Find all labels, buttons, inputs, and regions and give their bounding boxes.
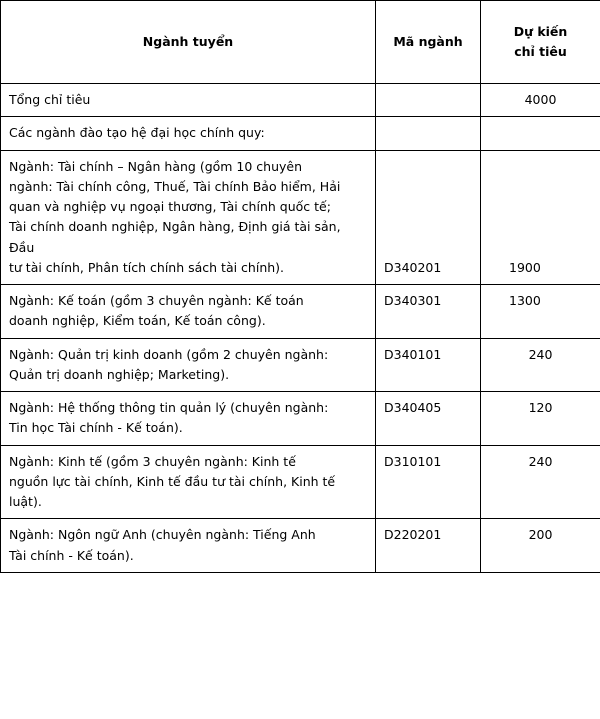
column-header-quota-line2: chỉ tiêu <box>514 44 567 59</box>
cell-quota: 240 <box>481 445 600 519</box>
major-line: quan và nghiệp vụ ngoại thương, Tài chính quốc tế; <box>9 199 331 214</box>
major-line: Ngành: Kinh tế (gồm 3 chuyên ngành: Kinh tế <box>9 453 296 469</box>
cell-major <box>1 285 376 339</box>
column-header-quota-lines <box>487 22 594 63</box>
cell-quota: 120 <box>481 392 600 446</box>
major-line: nguồn lực tài chính, Kinh tế đầu tư tài chính, Kinh tế <box>9 473 336 489</box>
cell-code: D340405 <box>376 392 481 446</box>
cell-major <box>1 338 376 392</box>
table-row <box>1 392 600 446</box>
major-line: Ngành: Ngôn ngữ Anh (chuyên ngành: Tiếng Anh <box>9 527 316 543</box>
column-header-code: Mã ngành <box>376 1 481 84</box>
table-row <box>1 519 600 573</box>
header-row <box>1 1 600 84</box>
column-header-quota <box>481 1 600 84</box>
table-header <box>1 1 600 84</box>
cell-quota: 200 <box>481 519 600 573</box>
cell-quota: 1300 <box>481 285 600 339</box>
cell-major <box>1 392 376 446</box>
cell-code: D340101 <box>376 338 481 392</box>
cell-code <box>376 117 481 150</box>
cell-major <box>1 519 376 573</box>
major-line: Tài chính doanh nghiệp, Ngân hàng, Định giá tài sản, Đầu <box>9 219 341 255</box>
major-line: tư tài chính, Phân tích chính sách tài chính). <box>9 259 285 275</box>
cell-code: D310101 <box>376 445 481 519</box>
cell-code: D340201 <box>376 150 481 285</box>
major-line: Các ngành đào tạo hệ đại học chính quy: <box>9 125 265 141</box>
cell-code: D220201 <box>376 519 481 573</box>
major-line: Tài chính - Kế toán). <box>9 547 134 563</box>
cell-major <box>1 117 376 150</box>
major-line: Quản trị doanh nghiệp; Marketing). <box>9 366 230 382</box>
major-line: Ngành: Tài chính – Ngân hàng (gồm 10 chuyên <box>9 158 303 174</box>
table-row <box>1 445 600 519</box>
table-row <box>1 150 600 285</box>
cell-quota <box>481 117 600 150</box>
cell-code <box>376 84 481 117</box>
major-line: Tổng chỉ tiêu <box>9 92 91 107</box>
major-line: luật). <box>9 494 42 509</box>
cell-quota: 4000 <box>481 84 600 117</box>
major-line: Ngành: Quản trị kinh doanh (gồm 2 chuyên ngành: <box>9 346 329 362</box>
cell-code: D340301 <box>376 285 481 339</box>
table-row <box>1 84 600 117</box>
major-line: Ngành: Hệ thống thông tin quản lý (chuyên ngành: <box>9 400 329 415</box>
cell-quota: 1900 <box>481 150 600 285</box>
cell-quota: 240 <box>481 338 600 392</box>
major-line: doanh nghiệp, Kiểm toán, Kế toán công). <box>9 313 266 329</box>
cell-major <box>1 445 376 519</box>
major-line: Ngành: Kế toán (gồm 3 chuyên ngành: Kế toán <box>9 293 304 308</box>
table-row <box>1 338 600 392</box>
cell-major <box>1 84 376 117</box>
major-line: ngành: Tài chính công, Thuế, Tài chính Bảo hiểm, Hải <box>9 178 341 194</box>
table-body <box>1 84 600 573</box>
major-line: Tin học Tài chính - Kế toán). <box>9 420 183 436</box>
column-header-quota-line1: Dự kiến <box>513 23 568 39</box>
cell-major <box>1 150 376 285</box>
table-row <box>1 285 600 339</box>
column-header-major: Ngành tuyển <box>1 1 376 84</box>
table-row <box>1 117 600 150</box>
